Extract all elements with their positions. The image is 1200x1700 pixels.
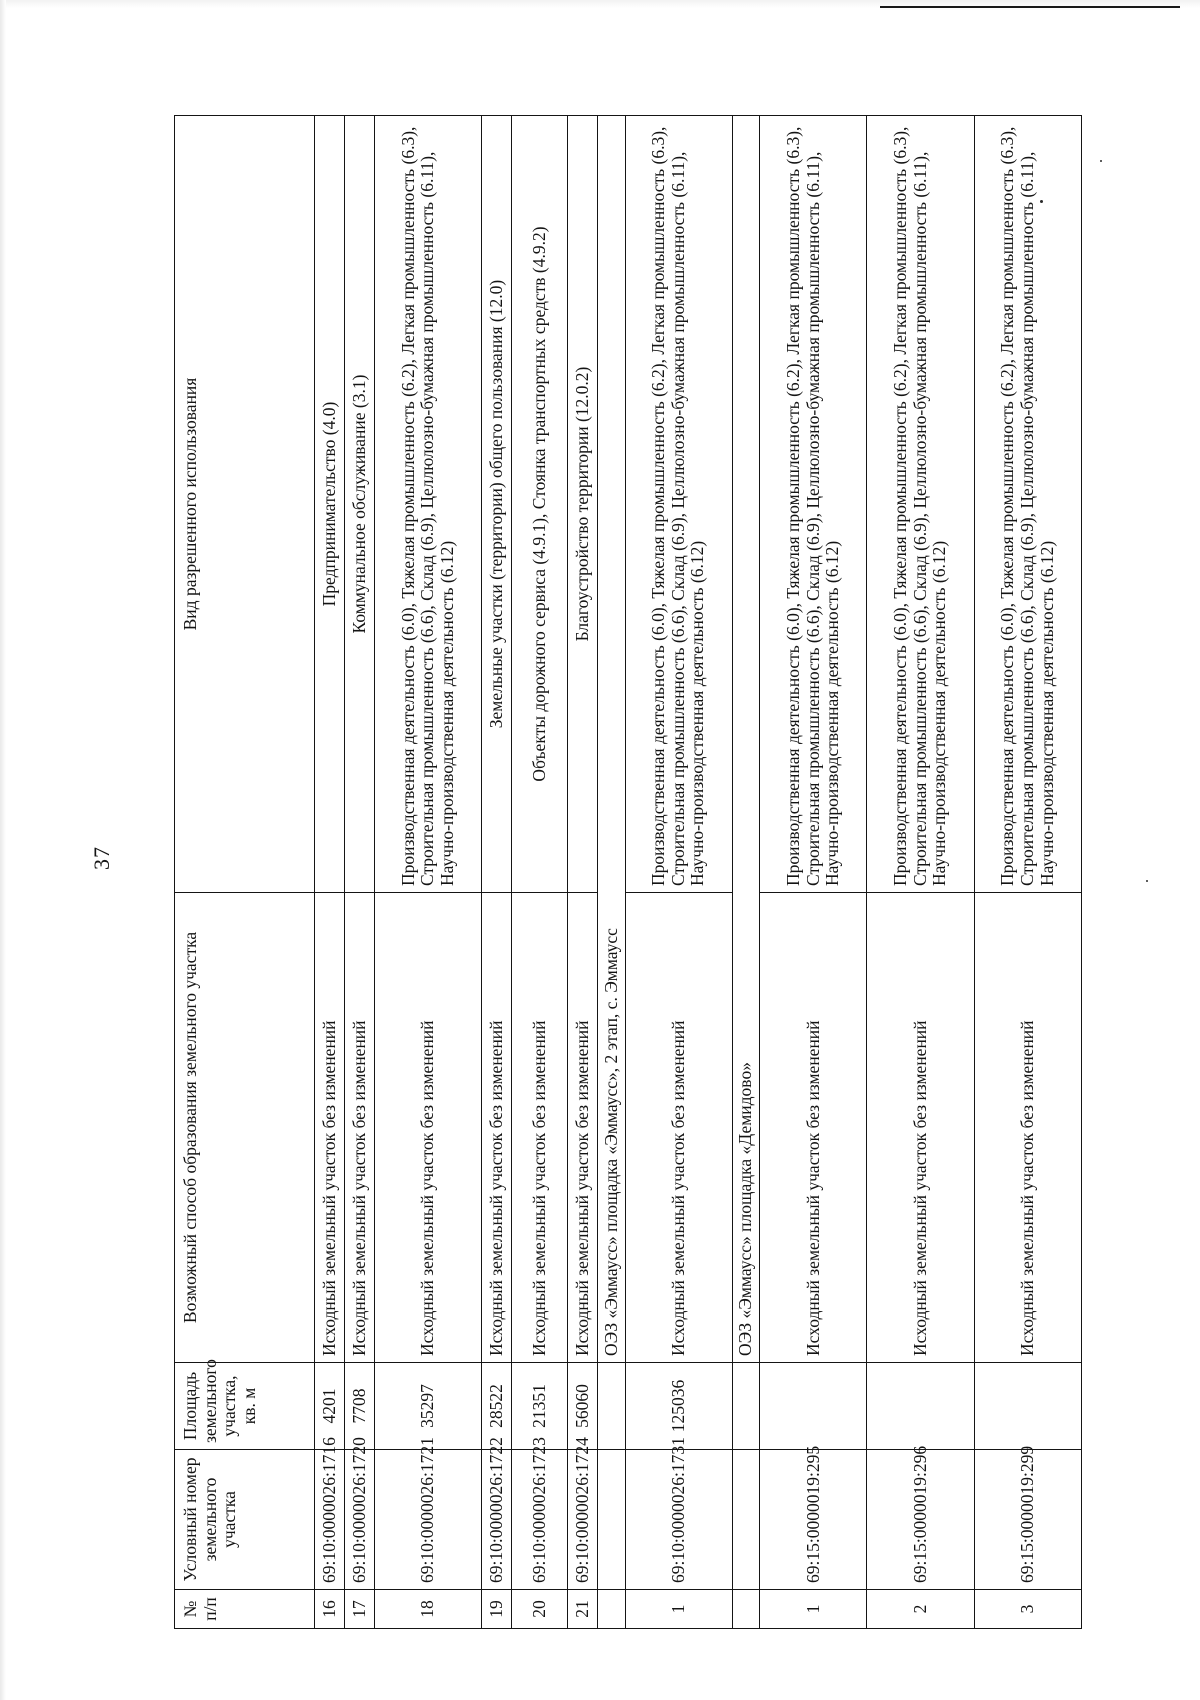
scan-border-mark (880, 6, 1180, 8)
row-area: 28522 (482, 1363, 512, 1450)
row-area (867, 1363, 974, 1450)
row-method: Исходный земельный участок без изменений (974, 893, 1081, 1363)
row-area: 56060 (568, 1363, 598, 1450)
row-num: 17 (344, 1590, 374, 1629)
section-spacer (732, 1450, 760, 1590)
section-heading: ОЭЗ «Эммаусс» площадка «Демидово» (732, 116, 760, 1363)
row-num: 21 (568, 1590, 598, 1629)
row-num: 3 (974, 1590, 1081, 1629)
row-method: Исходный земельный участок без изменений (568, 893, 598, 1363)
row-area: 21351 (512, 1363, 568, 1450)
row-cadastral: 69:10:0000026:1723 (512, 1450, 568, 1590)
header-cadastral: Условный номер земельного участка (175, 1450, 315, 1590)
table-row (512, 116, 568, 1629)
row-area (974, 1363, 1081, 1450)
row-method: Исходный земельный участок без изменений (867, 893, 974, 1363)
row-use: Производственная деятельность (6.0), Тяжелая промышленность (6.2), Легкая промышленность (6.3), Строительная промышленность (6.6), Склад (6.9), Целлюлозно-бумажная промышленность (6.11), Научно-производственная деятельность (6.12) (625, 116, 732, 893)
row-use: Производственная деятельность (6.0), Тяжелая промышленность (6.2), Легкая промышленность (6.3), Строительная промышленность (6.6), Склад (6.9), Целлюлозно-бумажная промышленность (6.11), Научно-производственная деятельность (6.12) (760, 116, 867, 893)
row-method: Исходный земельный участок без изменений (344, 893, 374, 1363)
rotated-table-wrapper (174, 116, 1082, 1629)
row-num: 18 (374, 1590, 481, 1629)
row-cadastral: 69:10:0000026:1721 (374, 1450, 481, 1590)
row-use: Предпринимательство (4.0) (315, 116, 345, 893)
row-use: Объекты дорожного сервиса (4.9.1), Стоянка транспортных средств (4.9.2) (512, 116, 568, 893)
scan-speck (1146, 880, 1148, 882)
row-cadastral: 69:10:0000026:1720 (344, 1450, 374, 1590)
page-number: 37 (89, 846, 114, 870)
row-use: Производственная деятельность (6.0), Тяжелая промышленность (6.2), Легкая промышленность (6.3), Строительная промышленность (6.6), Склад (6.9), Целлюлозно-бумажная промышленность (6.11), Научно-производственная деятельность (6.12) (974, 116, 1081, 893)
row-cadastral: 69:15:0000019:295 (760, 1450, 867, 1590)
row-num: 16 (315, 1590, 345, 1629)
table-header-row (175, 116, 315, 1629)
row-use: Производственная деятельность (6.0), Тяжелая промышленность (6.2), Легкая промышленность (6.3), Строительная промышленность (6.6), Склад (6.9), Целлюлозно-бумажная промышленность (6.11), Научно-производственная деятельность (6.12) (374, 116, 481, 893)
row-cadastral: 69:10:0000026:1722 (482, 1450, 512, 1590)
scan-speck (1040, 200, 1043, 203)
row-cadastral: 69:15:0000019:299 (974, 1450, 1081, 1590)
table-row (625, 116, 732, 1629)
row-area: 125036 (625, 1363, 732, 1450)
header-area: Площадь земельного участка, кв. м (175, 1363, 315, 1450)
row-use: Земельные участки (территории) общего пользования (12.0) (482, 116, 512, 893)
header-use: Вид разрешенного использования (175, 116, 315, 893)
row-method: Исходный земельный участок без изменений (374, 893, 481, 1363)
section-spacer (598, 1363, 626, 1450)
table-row (568, 116, 598, 1629)
row-num: 20 (512, 1590, 568, 1629)
row-cadastral: 69:10:0000026:1731 (625, 1450, 732, 1590)
row-area: 4201 (315, 1363, 345, 1450)
row-num: 2 (867, 1590, 974, 1629)
table-row (974, 116, 1081, 1629)
header-num: № п/п (175, 1590, 315, 1629)
table-row (867, 116, 974, 1629)
row-method: Исходный земельный участок без изменений (482, 893, 512, 1363)
section-heading-row (598, 116, 626, 1629)
row-use: Благоустройство территории (12.0.2) (568, 116, 598, 893)
section-spacer (598, 1590, 626, 1629)
scan-speck (1100, 160, 1102, 162)
row-use: Производственная деятельность (6.0), Тяжелая промышленность (6.2), Легкая промышленность (6.3), Строительная промышленность (6.6), Склад (6.9), Целлюлозно-бумажная промышленность (6.11), Научно-производственная деятельность (6.12) (867, 116, 974, 893)
section-spacer (598, 1450, 626, 1590)
row-cadastral: 69:15:0000019:296 (867, 1450, 974, 1590)
row-num: 1 (625, 1590, 732, 1629)
row-cadastral: 69:10:0000026:1716 (315, 1450, 345, 1590)
section-heading: ОЭЗ «Эммаусс» площадка «Эммаусс», 2 этап, с. Эммаусс (598, 116, 626, 1363)
table-row (315, 116, 345, 1629)
row-area: 35297 (374, 1363, 481, 1450)
section-spacer (732, 1590, 760, 1629)
section-spacer (732, 1363, 760, 1450)
row-area: 7708 (344, 1363, 374, 1450)
table-row (760, 116, 867, 1629)
table-row (344, 116, 374, 1629)
land-plots-table (174, 115, 1082, 1629)
scan-edge-left (0, 0, 6, 1700)
row-area (760, 1363, 867, 1450)
table-row (482, 116, 512, 1629)
row-method: Исходный земельный участок без изменений (315, 893, 345, 1363)
row-method: Исходный земельный участок без изменений (760, 893, 867, 1363)
row-use: Коммунальное обслуживание (3.1) (344, 116, 374, 893)
row-cadastral: 69:10:0000026:1724 (568, 1450, 598, 1590)
row-method: Исходный земельный участок без изменений (625, 893, 732, 1363)
header-method: Возможный способ образования земельного участка (175, 893, 315, 1363)
row-num: 19 (482, 1590, 512, 1629)
table-row (374, 116, 481, 1629)
row-num: 1 (760, 1590, 867, 1629)
section-heading-row (732, 116, 760, 1629)
row-method: Исходный земельный участок без изменений (512, 893, 568, 1363)
